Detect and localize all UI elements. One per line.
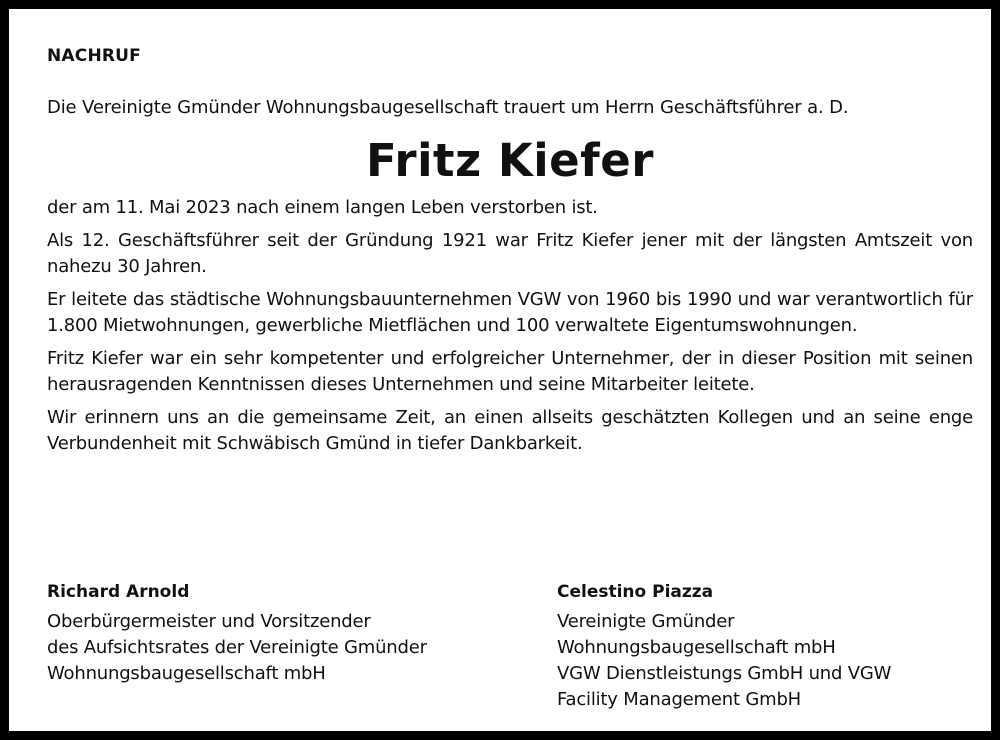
- paragraph-death-date: der am 11. Mai 2023 nach einem langen Leben verstorben ist.: [47, 197, 598, 218]
- deceased-name: Fritz Kiefer: [366, 134, 654, 187]
- signer-name: Richard Arnold: [47, 582, 190, 602]
- obituary-body: [47, 45, 973, 464]
- signer-celestino-piazza: [557, 579, 973, 713]
- signer-title-line: Wohnungsbaugesellschaft mbH: [557, 637, 836, 658]
- notice-intro: Die Vereinigte Gmünder Wohnungsbaugesellschaft trauert um Herrn Geschäftsführer a. D.: [47, 97, 849, 118]
- signer-title-line: VGW Dienstleistungs GmbH und VGW: [557, 663, 892, 684]
- signer-title-line: Vereinigte Gmünder: [557, 611, 735, 632]
- paragraph-remembrance: Wir erinnern uns an die gemeinsame Zeit, an einen allseits geschätzten Kollegen und an seine enge Verbundenheit mit Schwäbisch Gmünd in tiefer Dankbarkeit.: [47, 407, 973, 454]
- paragraph-appreciation: Fritz Kiefer war ein sehr kompetenter und erfolgreicher Unternehmer, der in dieser Position mit seinen herausragenden Kenntnissen dieses Unternehmen und seine Mitarbeiter leitete.: [47, 348, 973, 395]
- signer-richard-arnold: [47, 579, 527, 687]
- signer-title-line: Oberbürgermeister und Vorsitzender: [47, 611, 371, 632]
- signer-name: Celestino Piazza: [557, 582, 714, 602]
- signer-title-line: Wohnungsbaugesellschaft mbH: [47, 663, 326, 684]
- paragraph-tenure: Als 12. Geschäftsführer seit der Gründung 1921 war Fritz Kiefer jener mit der längsten Amtszeit von nahezu 30 Jahren.: [47, 230, 973, 277]
- notice-heading: NACHRUF: [47, 46, 141, 66]
- signer-title-line: Facility Management GmbH: [557, 689, 802, 710]
- signer-title-line: des Aufsichtsrates der Vereinigte Gmünder: [47, 637, 427, 658]
- paragraph-responsibilities: Er leitete das städtische Wohnungsbauunternehmen VGW von 1960 bis 1990 und war verantwortlich für 1.800 Mietwohnungen, gewerbliche Mietflächen und 100 verwaltete Eigentumswohnungen.: [47, 289, 973, 336]
